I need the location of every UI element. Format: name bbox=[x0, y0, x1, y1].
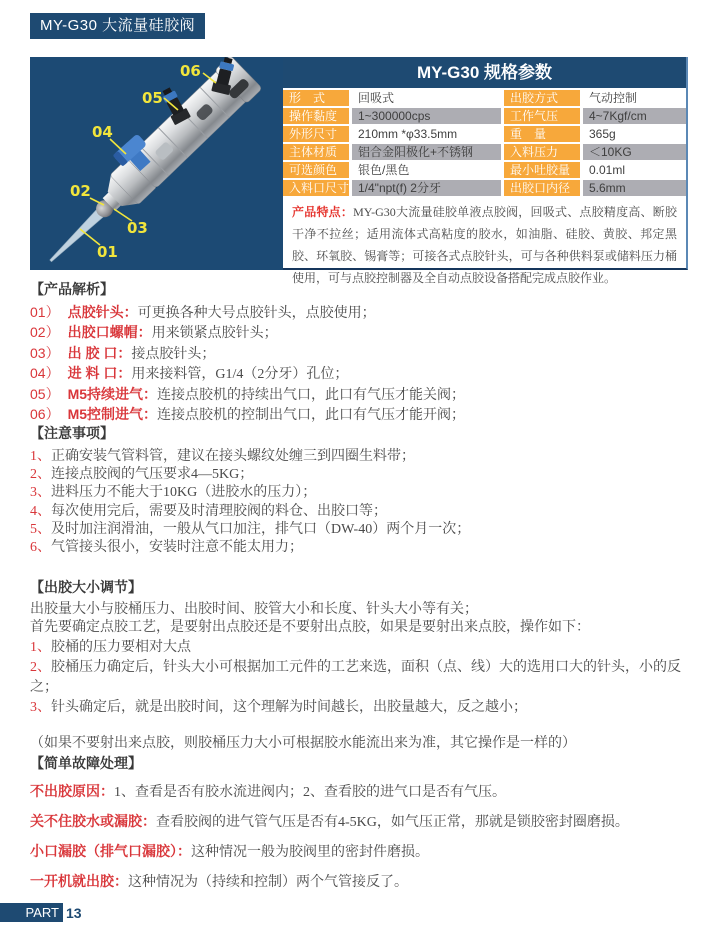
product-image bbox=[30, 57, 283, 270]
spec-value: 210mm *φ33.5mm bbox=[358, 127, 458, 141]
spec-value: 4~7Kgf/cm bbox=[583, 108, 686, 124]
callout-01: 01 bbox=[97, 243, 118, 261]
precaution-item: 5、及时加注润滑油，一般从气口加注，排气口（DW-40）两个月一次； bbox=[30, 521, 471, 537]
spec-value: 银色/黑色 bbox=[358, 163, 410, 177]
spec-label: 操作黏度 bbox=[283, 108, 349, 124]
precaution-item: 3、进料压力不能大于10KG（进胶水的压力）； bbox=[30, 485, 317, 501]
spec-label: 外形尺寸 bbox=[283, 126, 349, 142]
spec-table-title: MY-G30 规格参数 bbox=[283, 57, 686, 88]
spec-value: ＜10KG bbox=[583, 144, 686, 160]
trouble-item: 一开机就出胶：这种情况为（持续和控制）两个气管接反了。 bbox=[30, 873, 408, 890]
note-label: 产品特点： bbox=[292, 205, 354, 219]
section-product-analysis bbox=[30, 279, 690, 425]
spec-value: 铝合金阳极化+不锈钢 bbox=[352, 144, 501, 160]
spec-label: 可选颜色 bbox=[283, 162, 349, 178]
spec-value: 1/4"npt(f) 2分牙 bbox=[352, 180, 501, 196]
spec-label: 入料口尺寸 bbox=[283, 180, 349, 196]
spec-label: 出胶方式 bbox=[504, 90, 580, 106]
top-block bbox=[30, 57, 688, 285]
trouble-item: 不出胶原因：1、查看是否有胶水流进阀内；2、查看胶的进气口是否有气压。 bbox=[30, 783, 506, 800]
callout-06: 06 bbox=[180, 62, 201, 80]
trouble-item: 小口漏胶（排气口漏胶）：这种情况一般为胶阀里的密封件磨损。 bbox=[30, 843, 429, 860]
spec-value: 0.01ml bbox=[589, 163, 626, 177]
section-heading: 【产品解析】 bbox=[30, 281, 114, 297]
precaution-item: 2、连接点胶阀的气压要求4—5KG； bbox=[30, 467, 254, 483]
footer-part-label: PART bbox=[0, 903, 63, 922]
spec-table bbox=[283, 88, 686, 196]
precaution-item: 6、气管接头很小，安装时注意不能太用力； bbox=[30, 540, 303, 556]
spec-label: 主体材质 bbox=[283, 144, 349, 160]
adjust-intro-line: 首先要确定点胶工艺，是要射出点胶还是不要射出点胶，如果是要射出来点胶，操作如下： bbox=[30, 620, 590, 635]
spec-label: 出胶口内径 bbox=[504, 180, 580, 196]
spec-label: 重 量 bbox=[504, 126, 580, 142]
page-footer bbox=[0, 903, 82, 922]
adjust-step: 3、针头确定后，就是出胶时间，这个理解为时间越长，出胶量越大，反之越小； bbox=[30, 700, 527, 715]
spec-label: 最小吐胶量 bbox=[504, 162, 580, 178]
spec-panel bbox=[283, 57, 688, 285]
spec-value: 1~300000cps bbox=[352, 108, 501, 124]
adjust-step: 2、胶桶压力确定后，针头大小可根据加工元件的工艺来选，面积（点、线）大的选用口大的针头，小的反之； bbox=[30, 660, 681, 695]
section-precautions bbox=[30, 423, 690, 556]
adjust-footnote: （如果不要射出来点胶，则胶桶压力大小可根据胶水能流出来为准，其它操作是一样的） bbox=[30, 736, 576, 751]
precaution-item: 4、每次使用完后，需要及时清理胶阀的料仓、出胶口等； bbox=[30, 503, 387, 519]
analysis-item: 05） M5持续进气：连接点胶机的持续出气口，此口有气压才能关阀； bbox=[30, 385, 466, 403]
product-features-note bbox=[283, 196, 686, 289]
callout-04: 04 bbox=[92, 123, 113, 141]
precaution-item: 1、正确安装气管料管，建议在接头螺纹处缠三到四圈生料带； bbox=[30, 449, 415, 464]
footer-page-number: 13 bbox=[66, 904, 82, 921]
analysis-item: 03） 出 胶 口：接点胶针头； bbox=[30, 344, 216, 362]
callout-02: 02 bbox=[70, 182, 91, 200]
spec-value: 5.6mm bbox=[583, 180, 686, 196]
analysis-item: 06） M5控制进气：连接点胶机的控制出气口，此口有气压才能开阀； bbox=[30, 406, 466, 424]
section-heading: 【注意事项】 bbox=[30, 425, 114, 441]
spec-value: 365g bbox=[589, 127, 616, 141]
callout-05: 05 bbox=[142, 89, 163, 107]
analysis-item: 04） 进 料 口：用来接料管，G1/4（2分牙）孔位； bbox=[30, 365, 349, 383]
spec-label: 形 式 bbox=[283, 90, 349, 106]
analysis-item: 02） 出胶口螺帽：用来锁紧点胶针头； bbox=[30, 324, 278, 342]
spec-label: 工作气压 bbox=[504, 108, 580, 124]
section-heading: 【简单故障处理】 bbox=[30, 755, 142, 771]
section-flow-adjustment bbox=[30, 577, 682, 753]
section-heading: 【出胶大小调节】 bbox=[30, 579, 142, 595]
trouble-item: 关不住胶水或漏胶：查看胶阀的进气管气压是否有4-5KG，如气压正常，那就是锁胶密封圈磨损。 bbox=[30, 813, 629, 830]
note-text: MY-G30大流量硅胶单液点胶阀，回吸式、点胶精度高、断胶干净不拉丝；适用流体式高粘度的胶水，如油脂、硅胶、黄胶、邦定黑胶、环氧胶、锡膏等；可接各式点胶针头，可与各种供料泵或储料压力桶使用，可与点胶控制器及全自动点胶设备搭配完成点胶作业。 bbox=[292, 205, 677, 285]
callout-03: 03 bbox=[127, 219, 148, 237]
adjust-intro-line: 出胶量大小与胶桶压力、出胶时间、胶管大小和长度、针头大小等有关； bbox=[30, 602, 478, 617]
spec-label: 入料压力 bbox=[504, 144, 580, 160]
spec-value: 回吸式 bbox=[358, 91, 395, 105]
product-title-badge: MY-G30 大流量硅胶阀 bbox=[30, 13, 205, 39]
spec-value: 气动控制 bbox=[589, 91, 638, 105]
section-troubleshooting bbox=[30, 753, 695, 897]
dispensing-valve-illustration bbox=[30, 57, 283, 270]
adjust-step: 1、胶桶的压力要相对大点 bbox=[30, 640, 191, 655]
analysis-item: 01） 点胶针头：可更换各种大号点胶针头，点胶使用； bbox=[30, 304, 376, 321]
